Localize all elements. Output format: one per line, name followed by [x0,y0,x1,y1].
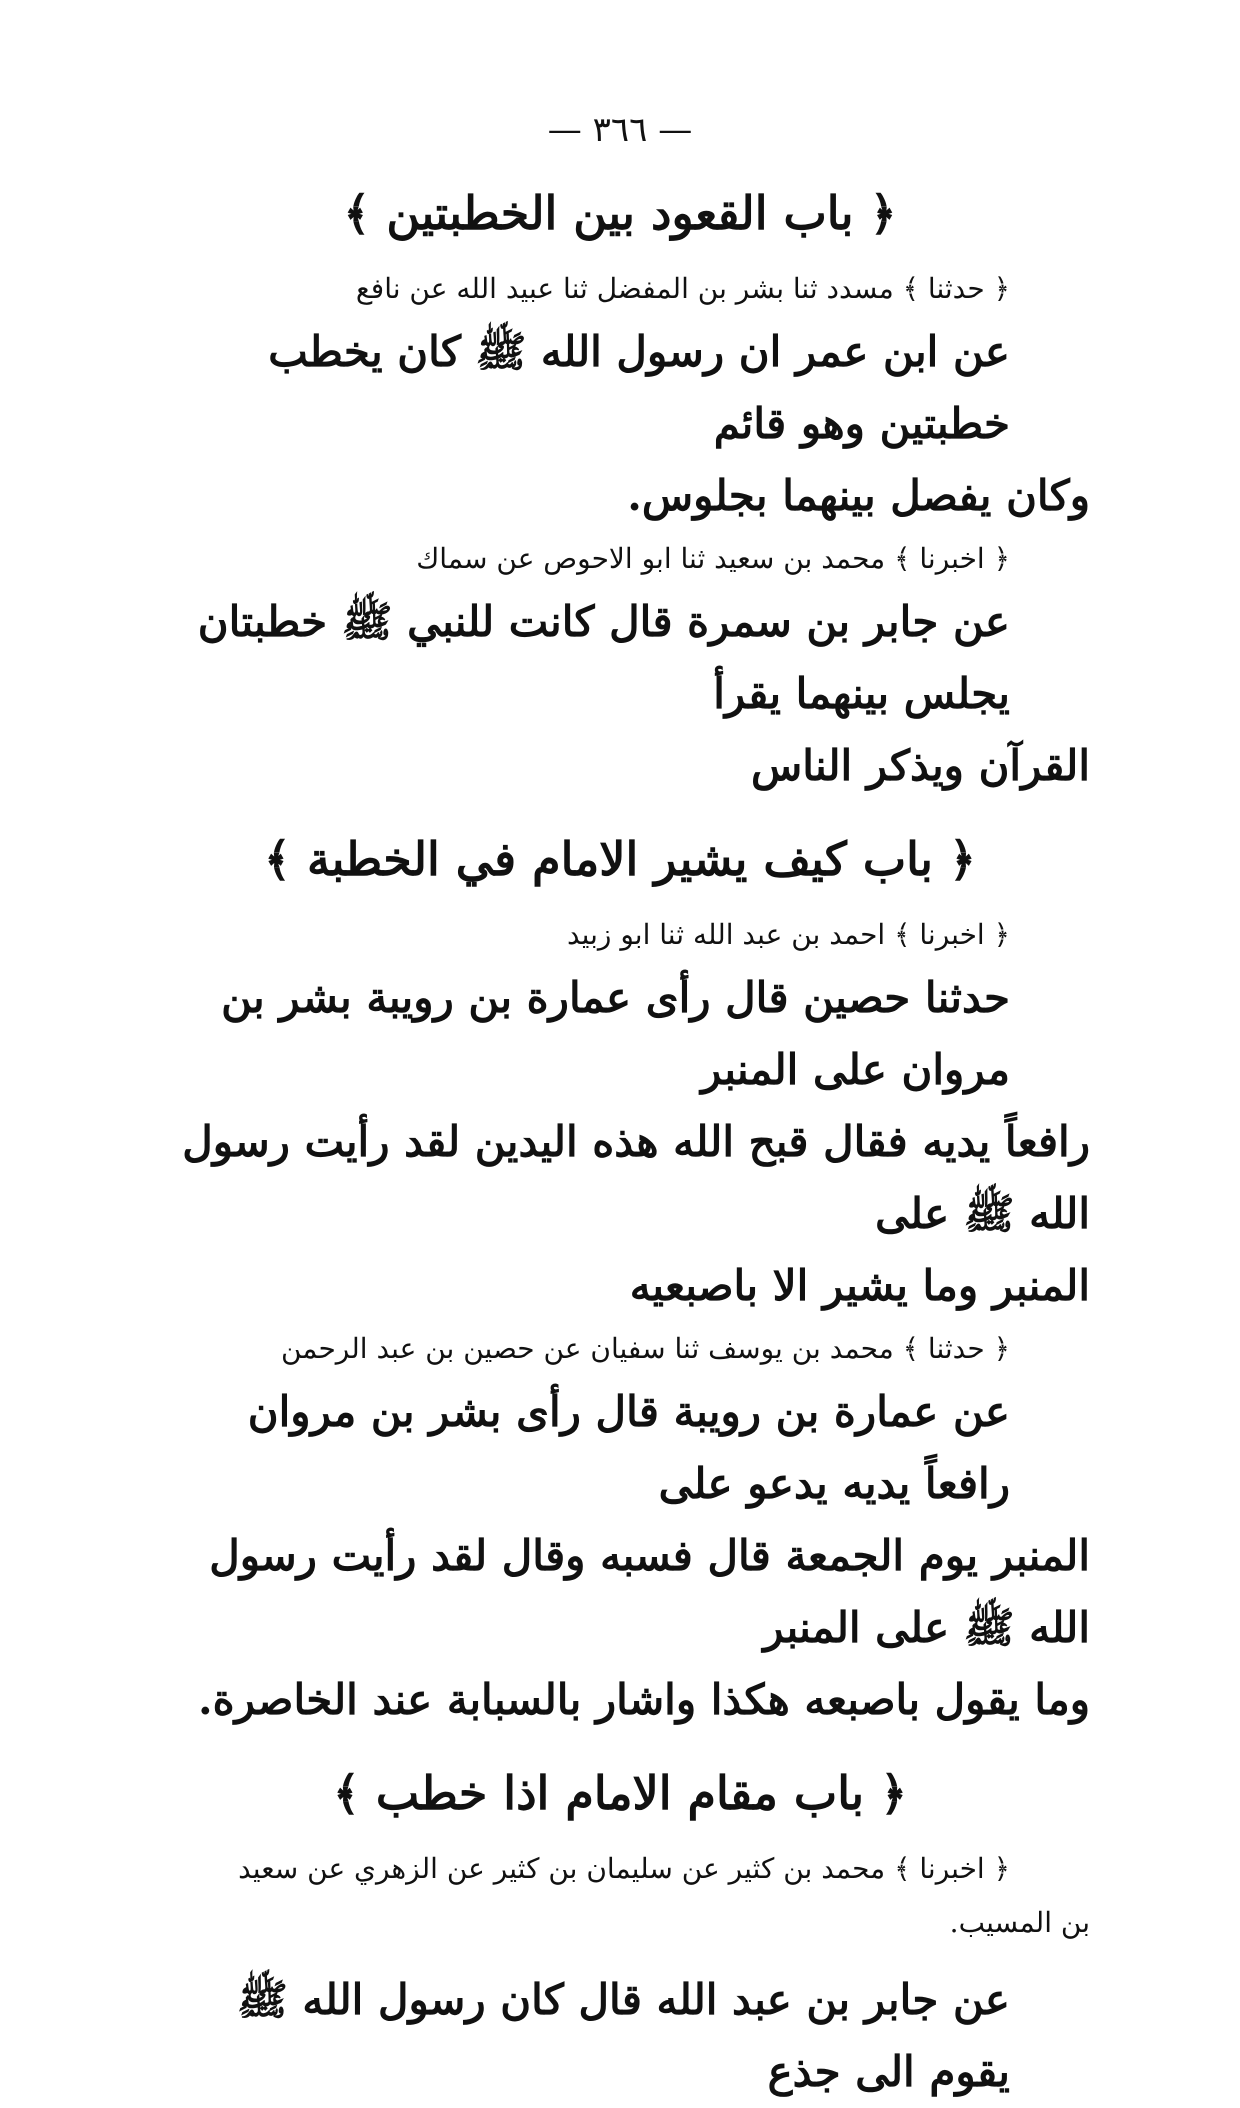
hadith-line: عن جابر بن سمرة قال كانت للنبي ﷺ خطبتان يجلس بينهما يقرأ [197,597,1010,718]
hadith-text [150,1376,1090,1736]
isnad-line: ﴿ حدثنا ﴾ مسدد ثنا بشر بن المفضل ثنا عبيد الله عن نافع [355,272,1010,305]
hadith-text [150,316,1090,532]
hadith-text [150,586,1090,802]
hadith-line: القرآن ويذكر الناس [750,741,1090,790]
isnad-line: بن المسيب. [949,1906,1090,1939]
hadith-line: وكان يفصل بينهما بجلوس. [627,471,1090,520]
chapter-title: ﴿ باب مقام الامام اذا خطب ﴾ [332,1766,908,1820]
hadith-line: عن عمارة بن رويبة قال رأى بشر بن مروان رافعاً يديه يدعو على [247,1387,1010,1508]
hadith-text [150,1964,1090,2108]
hadith-line: رافعاً يديه فقال قبح الله هذه اليدين لقد رأيت رسول الله ﷺ على [182,1117,1090,1238]
isnad-line: ﴿ اخبرنا ﴾ احمد بن عبد الله ثنا ابو زبيد [566,918,1010,951]
isnad-line: ﴿ اخبرنا ﴾ محمد بن كثير عن سليمان بن كثير عن الزهري عن سعيد [238,1852,1010,1885]
hadith-line: حدثنا حصين قال رأى عمارة بن رويبة بشر بن مروان على المنبر [221,973,1010,1094]
chapter-title: ﴿ باب كيف يشير الامام في الخطبة ﴾ [264,832,976,886]
hadith-line: عن ابن عمر ان رسول الله ﷺ كان يخطب خطبتين وهو قائم [268,327,1010,448]
isnad-line: ﴿ اخبرنا ﴾ محمد بن سعيد ثنا ابو الاحوص عن سماك [416,542,1010,575]
document-page [150,110,1090,2108]
chapter-title: ﴿ باب القعود بين الخطبتين ﴾ [343,186,897,240]
hadith-text [150,962,1090,1322]
page-number: — ٣٦٦ — [547,110,693,150]
hadith-line: المنبر وما يشير الا باصبعيه [629,1261,1090,1310]
hadith-line: وما يقول باصبعه هكذا واشار بالسبابة عند الخاصرة. [197,1675,1090,1724]
hadith-line: عن جابر بن عبد الله قال كان رسول الله ﷺ يقوم الى جذع [237,1975,1010,2096]
hadith-line: المنبر يوم الجمعة قال فسبه وقال لقد رأيت رسول الله ﷺ على المنبر [209,1531,1090,1652]
isnad-line: ﴿ حدثنا ﴾ محمد بن يوسف ثنا سفيان عن حصين بن عبد الرحمن [280,1332,1010,1365]
